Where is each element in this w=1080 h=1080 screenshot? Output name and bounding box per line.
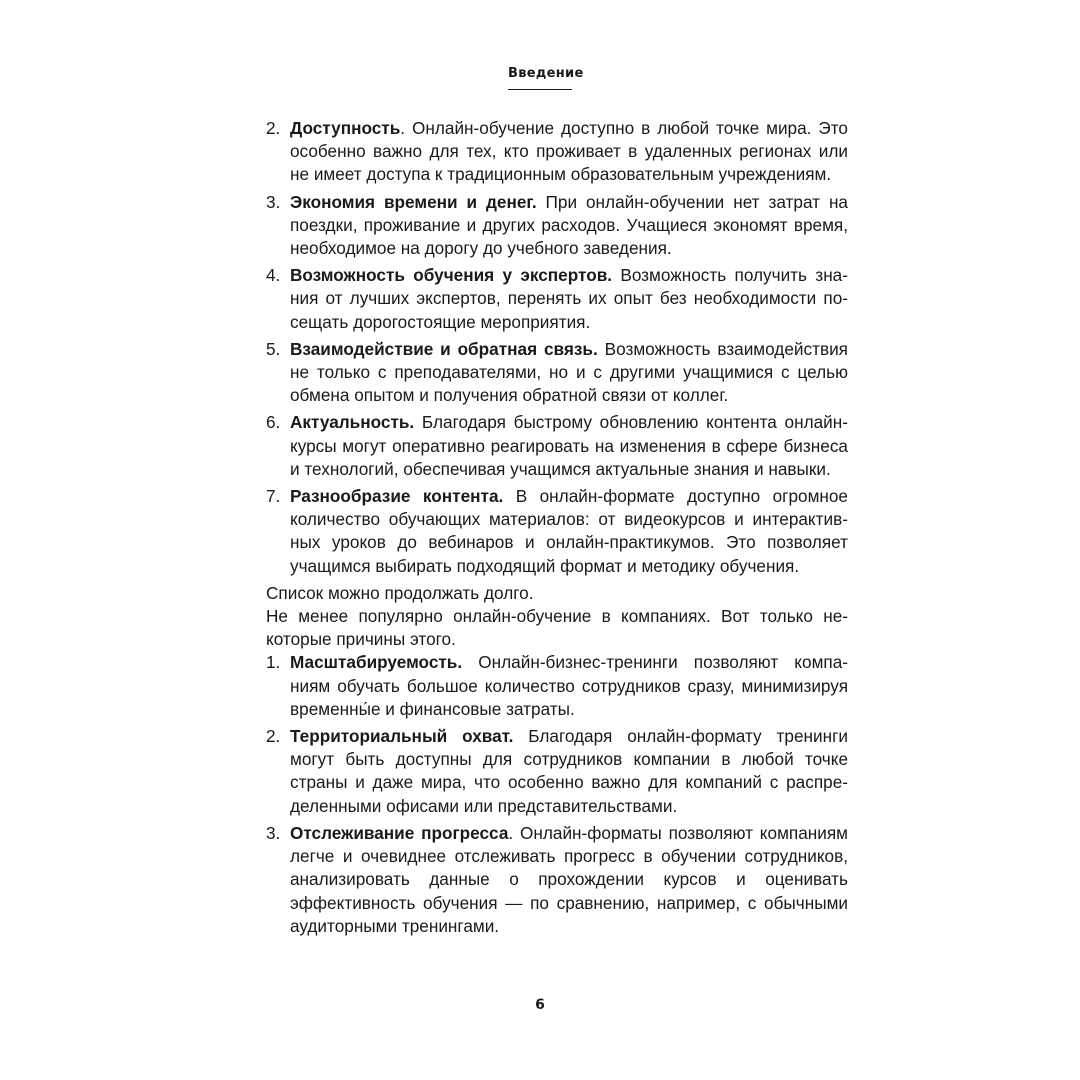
list-item-number: 4. [266, 265, 281, 286]
list-item-text: При онлайн-обучении нет затрат на поездки, проживание и других расходов. Учащиеся экономят время, необходимое на дорогу до учебного заведения. [290, 191, 848, 259]
list-item-number: 2. [266, 726, 281, 747]
running-title: Введение [508, 66, 572, 90]
list-item-term: Возможность обучения у экспертов. [290, 265, 613, 286]
list-item-text: Благодаря быстрому обновлению контента онлайн-курсы могут оперативно реагировать на изменения в сфере бизнеса и технологий, обеспечивая учащимся актуальные знания и навыки. [290, 412, 848, 479]
list-item [266, 485, 848, 578]
list-item [266, 725, 848, 818]
list-item-number: 6. [266, 412, 281, 433]
list-item-term: Взаимодействие и обратная связь. [290, 338, 598, 359]
list-item-number: 3. [266, 822, 281, 843]
list-item-term: Масштабируемость. [290, 652, 463, 673]
paragraph: Список можно продолжать долго. [266, 582, 534, 603]
list-item-text: Возможность взаимодействия не только с преподавателями, но и с другими учащимися с целью обмена опытом и получения обратной связи от коллег. [290, 338, 848, 406]
list-item-text: . Онлайн-обучение доступно в любой точке мира. Это особенно важно для тех, кто проживает в удаленных регионах или не имеет доступа к традиционным образовательным учреждениям. [290, 118, 848, 185]
list-item-number: 5. [266, 338, 281, 359]
list-item-text: Возможность получить знания от лучших экспертов, перенять их опыт без необходимости посещать дорогостоящие мероприятия. [290, 265, 848, 332]
running-head [0, 64, 1080, 90]
list-item [266, 338, 848, 408]
list-item-text: Онлайн-бизнес-тренинги позволяют компаниям обучать большое количество сотрудников сразу, минимизируя временны́е и финансовые затраты. [290, 652, 848, 719]
list-item-number: 2. [266, 118, 281, 138]
list-item-term: Доступность [290, 118, 401, 138]
list-item-text: . Онлайн-форматы позволяют компаниям легче и очевиднее отслеживать прогресс в обучении сотрудников, анализировать данные о прохождении курсов и оценивать эффективность обучения — по сравнению, например, с обычными аудиторными тренингами. [290, 822, 848, 936]
list-item [266, 651, 848, 721]
list-item-number: 1. [266, 652, 281, 673]
list-item-text: Благодаря онлайн-формату тренинги могут быть доступны для сотрудников компании в любой точке страны и даже мира, что особенно важно для компаний с распределенными офисами или представительствами. [290, 726, 848, 816]
list-item-number: 3. [266, 191, 281, 212]
list-item [266, 264, 848, 334]
list-item-term: Отслеживание прогресса [290, 822, 509, 843]
page-number: 6 [535, 997, 545, 1013]
list-item [266, 191, 848, 261]
list-item-term: Актуальность. [290, 412, 415, 433]
paragraph: Не менее популярно онлайн-обучение в компаниях. Вот только некоторые причины этого. [266, 606, 848, 650]
list-item-text: В онлайн-формате доступно огромное количество обучающих материалов: от видеокурсов и интерактивных уроков до вебинаров и онлайн-практикумов. Это позволяет учащимся выбирать подходящий формат и методику обучения. [290, 486, 848, 576]
advantages-list [266, 117, 848, 578]
list-item [266, 411, 848, 481]
company-reasons-list [266, 651, 848, 937]
list-item-term: Территориальный охват. [290, 726, 514, 747]
list-item [266, 117, 848, 187]
list-item-number: 7. [266, 486, 281, 507]
list-item [266, 822, 848, 938]
list-item-term: Разнообразие контента. [290, 486, 504, 507]
page-body [266, 117, 848, 942]
list-item-term: Экономия времени и денег. [290, 191, 537, 212]
